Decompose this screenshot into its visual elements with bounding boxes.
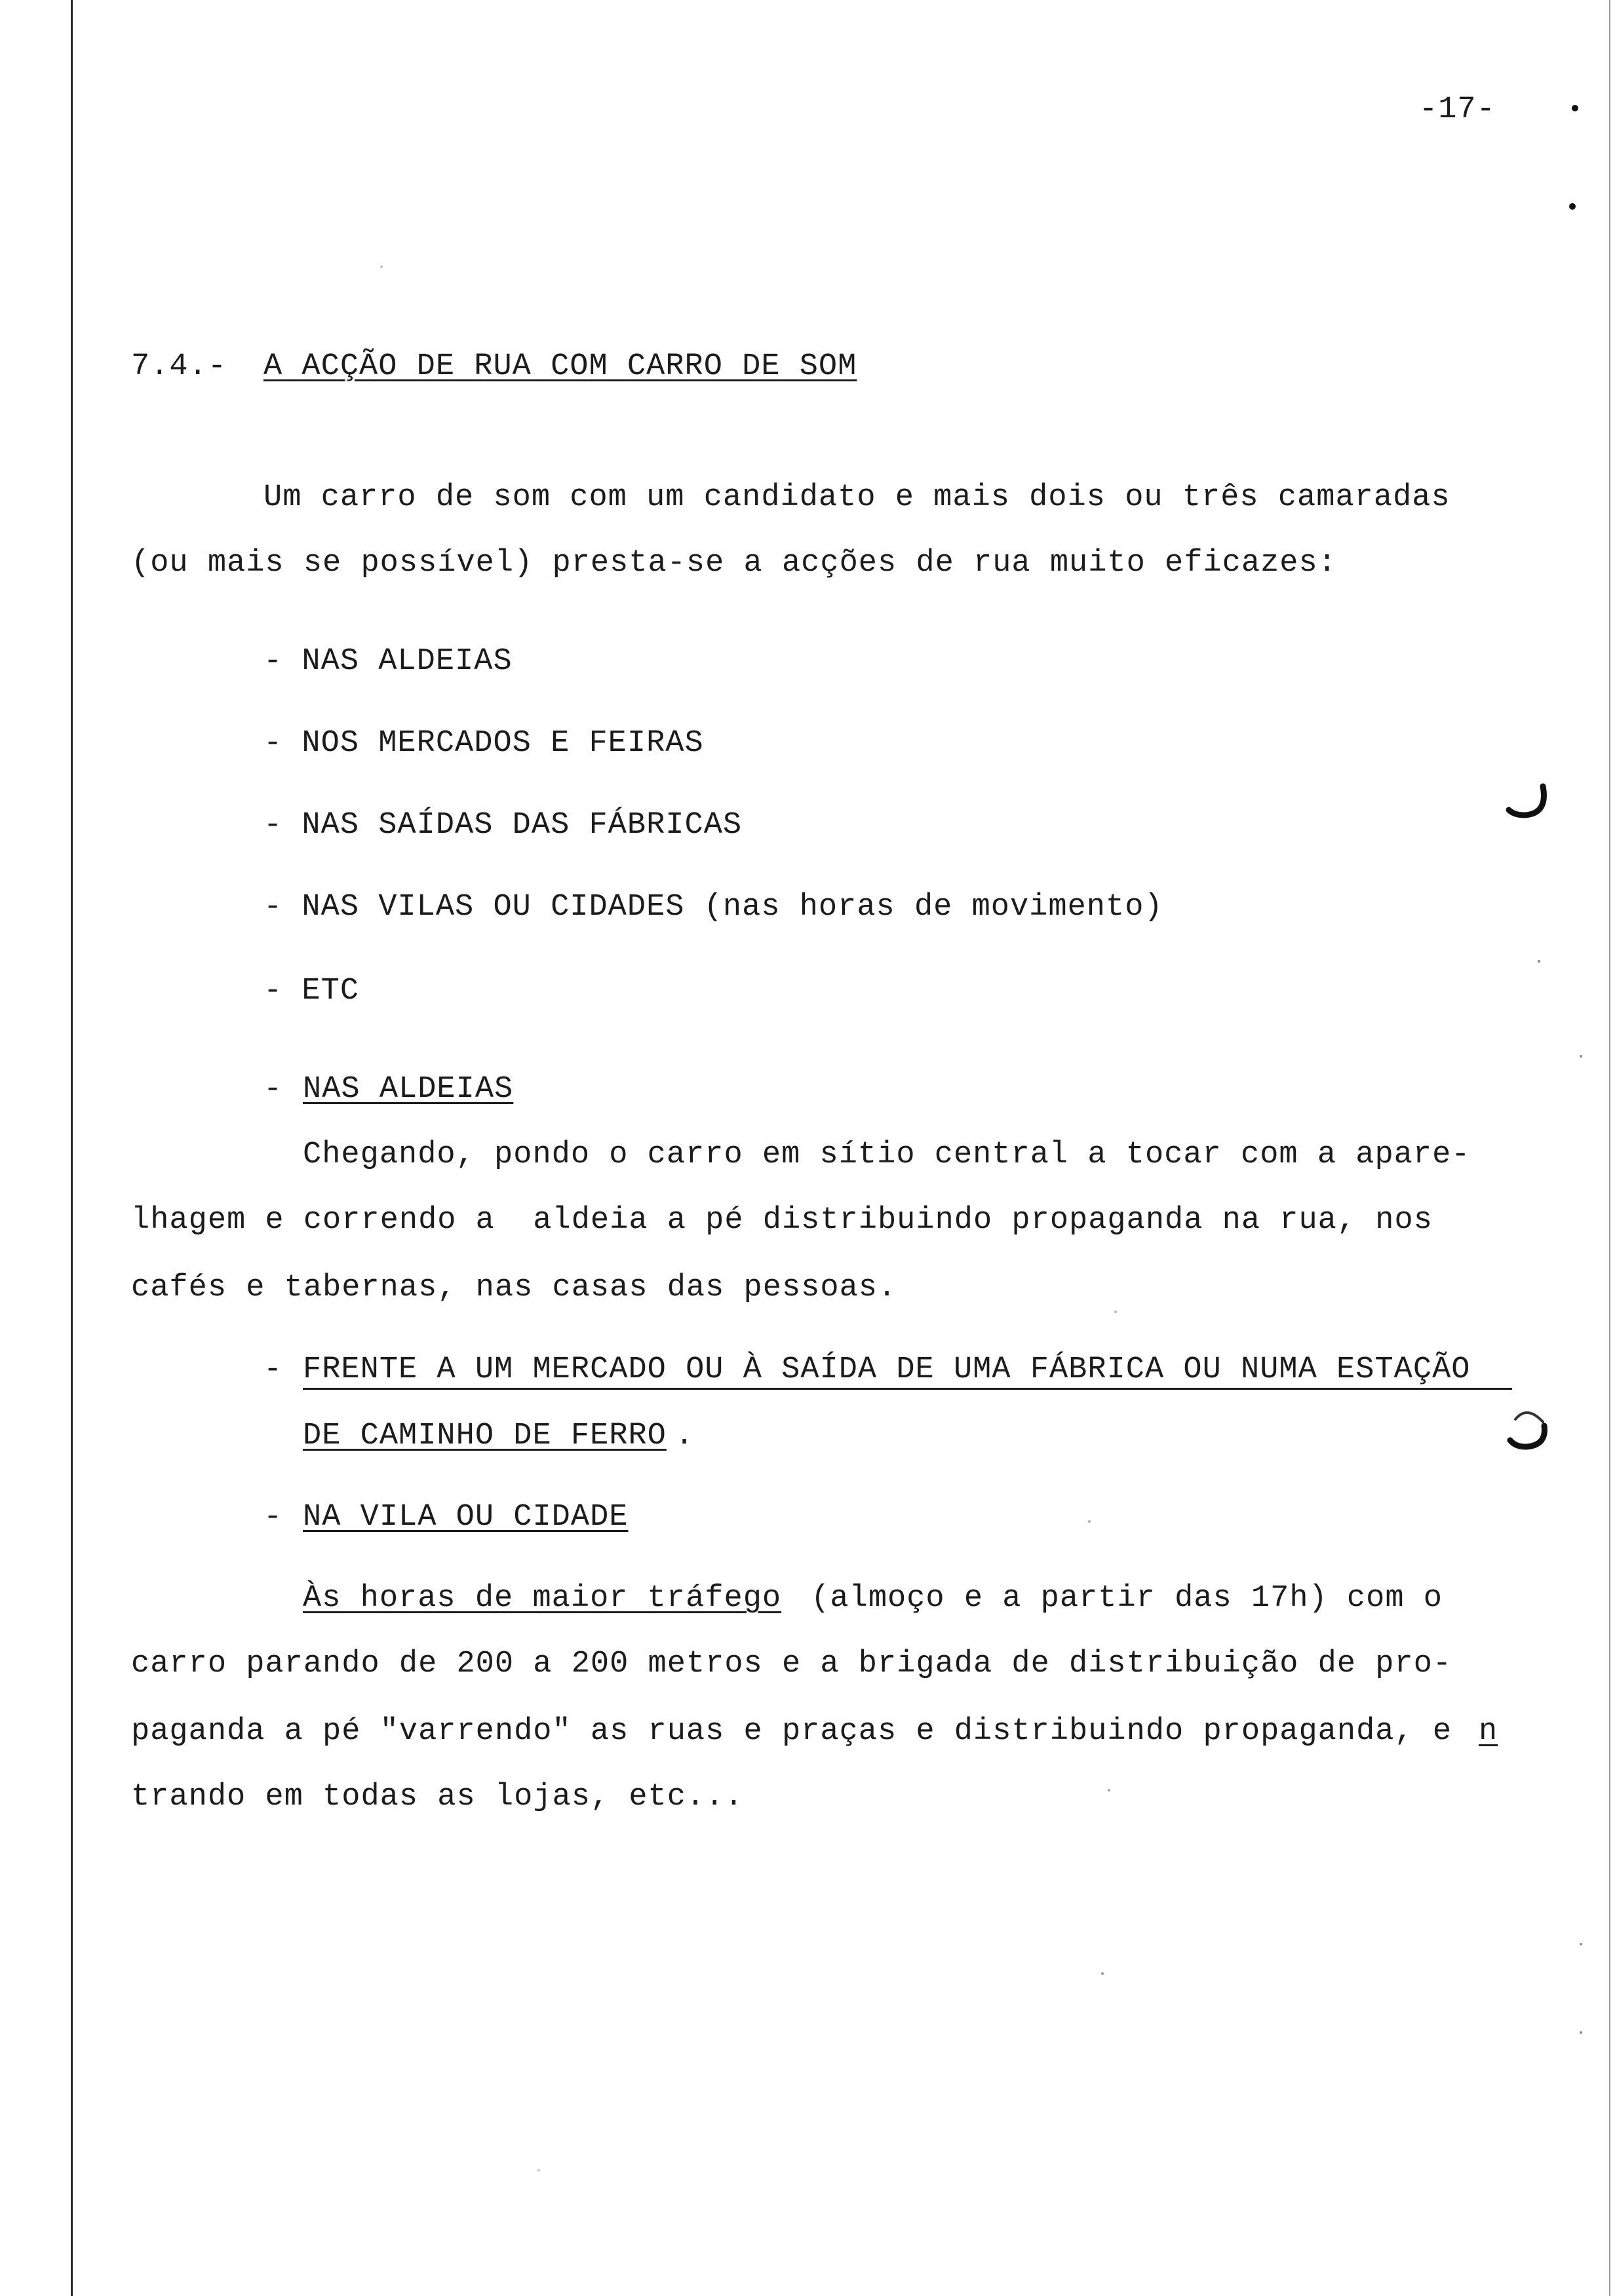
section-title: A ACÇÃO DE RUA COM CARRO DE SOM [263, 349, 857, 384]
binder-hole-mark [1501, 773, 1553, 832]
margin-speck [1580, 1055, 1582, 1058]
subsection-dash: - [263, 1352, 302, 1387]
subsection-title-mercado-line-2: DE CAMINHO DE FERRO [303, 1419, 667, 1453]
vila-line-1-underlined: Às horas de maior tráfego [303, 1581, 782, 1616]
aldeias-line-1: Chegando, pondo o carro em sítio central a tocar com a apare- [303, 1138, 1471, 1172]
list-item: - NOS MERCADOS E FEIRAS [263, 726, 704, 761]
list-item: - NAS ALDEIAS [263, 644, 513, 679]
vila-line-2: carro parando de 200 a 200 metros e a brigada de distribuição de pro- [131, 1647, 1452, 1681]
vila-line-3-tail: n [1479, 1714, 1498, 1749]
left-binding-edge [71, 0, 73, 2296]
intro-line-2: (ou mais se possível) presta-se a acções de rua muito eficazes: [131, 546, 1337, 581]
margin-speck [1538, 960, 1540, 963]
section-number: 7.4.- [131, 349, 227, 384]
aldeias-line-2: lhagem e correndo a aldeia a pé distribuindo propaganda na rua, nos [131, 1203, 1433, 1238]
scan-speck [380, 265, 383, 268]
margin-dot [1572, 105, 1578, 111]
subsection-dash: - [263, 1072, 302, 1107]
subsection-title-mercado-line-1: FRENTE A UM MERCADO OU À SAÍDA DE UMA FÁBRICA OU NUMA ESTAÇÃO [303, 1352, 1471, 1387]
vila-line-1-rest: (almoço e a partir das 17h) com o [792, 1581, 1443, 1616]
subsection-title-mercado-end: . [675, 1419, 695, 1453]
scan-speck [1088, 1520, 1091, 1523]
intro-line-1: Um carro de som com um candidato e mais dois ou três camaradas [263, 480, 1450, 515]
subsection-title-vila: NA VILA OU CIDADE [303, 1500, 629, 1535]
list-item: - ETC [263, 974, 360, 1008]
subsection-title-aldeias: NAS ALDEIAS [303, 1072, 514, 1107]
margin-speck [1580, 1943, 1582, 1945]
aldeias-line-3: cafés e tabernas, nas casas das pessoas. [131, 1271, 897, 1305]
list-item: - NAS SAÍDAS DAS FÁBRICAS [263, 808, 743, 843]
scan-speck [1108, 1789, 1110, 1791]
scan-speck [1101, 1972, 1104, 1975]
scan-speck [1114, 1311, 1117, 1313]
margin-dot [1569, 203, 1576, 210]
list-item: - NAS VILAS OU CIDADES (nas horas de movimento) [263, 890, 1163, 925]
vila-line-3: paganda a pé "varrendo" as ruas e praças e distribuindo propaganda, e [131, 1714, 1452, 1749]
vila-line-4: trando em todas as lojas, etc... [131, 1780, 744, 1814]
subsection-dash: - [263, 1500, 302, 1535]
margin-speck [1580, 2031, 1582, 2034]
mercado-underline-1 [303, 1388, 1512, 1390]
binder-hole-mark [1501, 1402, 1553, 1461]
right-paper-edge [1609, 0, 1610, 2296]
page-number: -17- [1419, 92, 1496, 127]
scan-speck [537, 2169, 540, 2172]
